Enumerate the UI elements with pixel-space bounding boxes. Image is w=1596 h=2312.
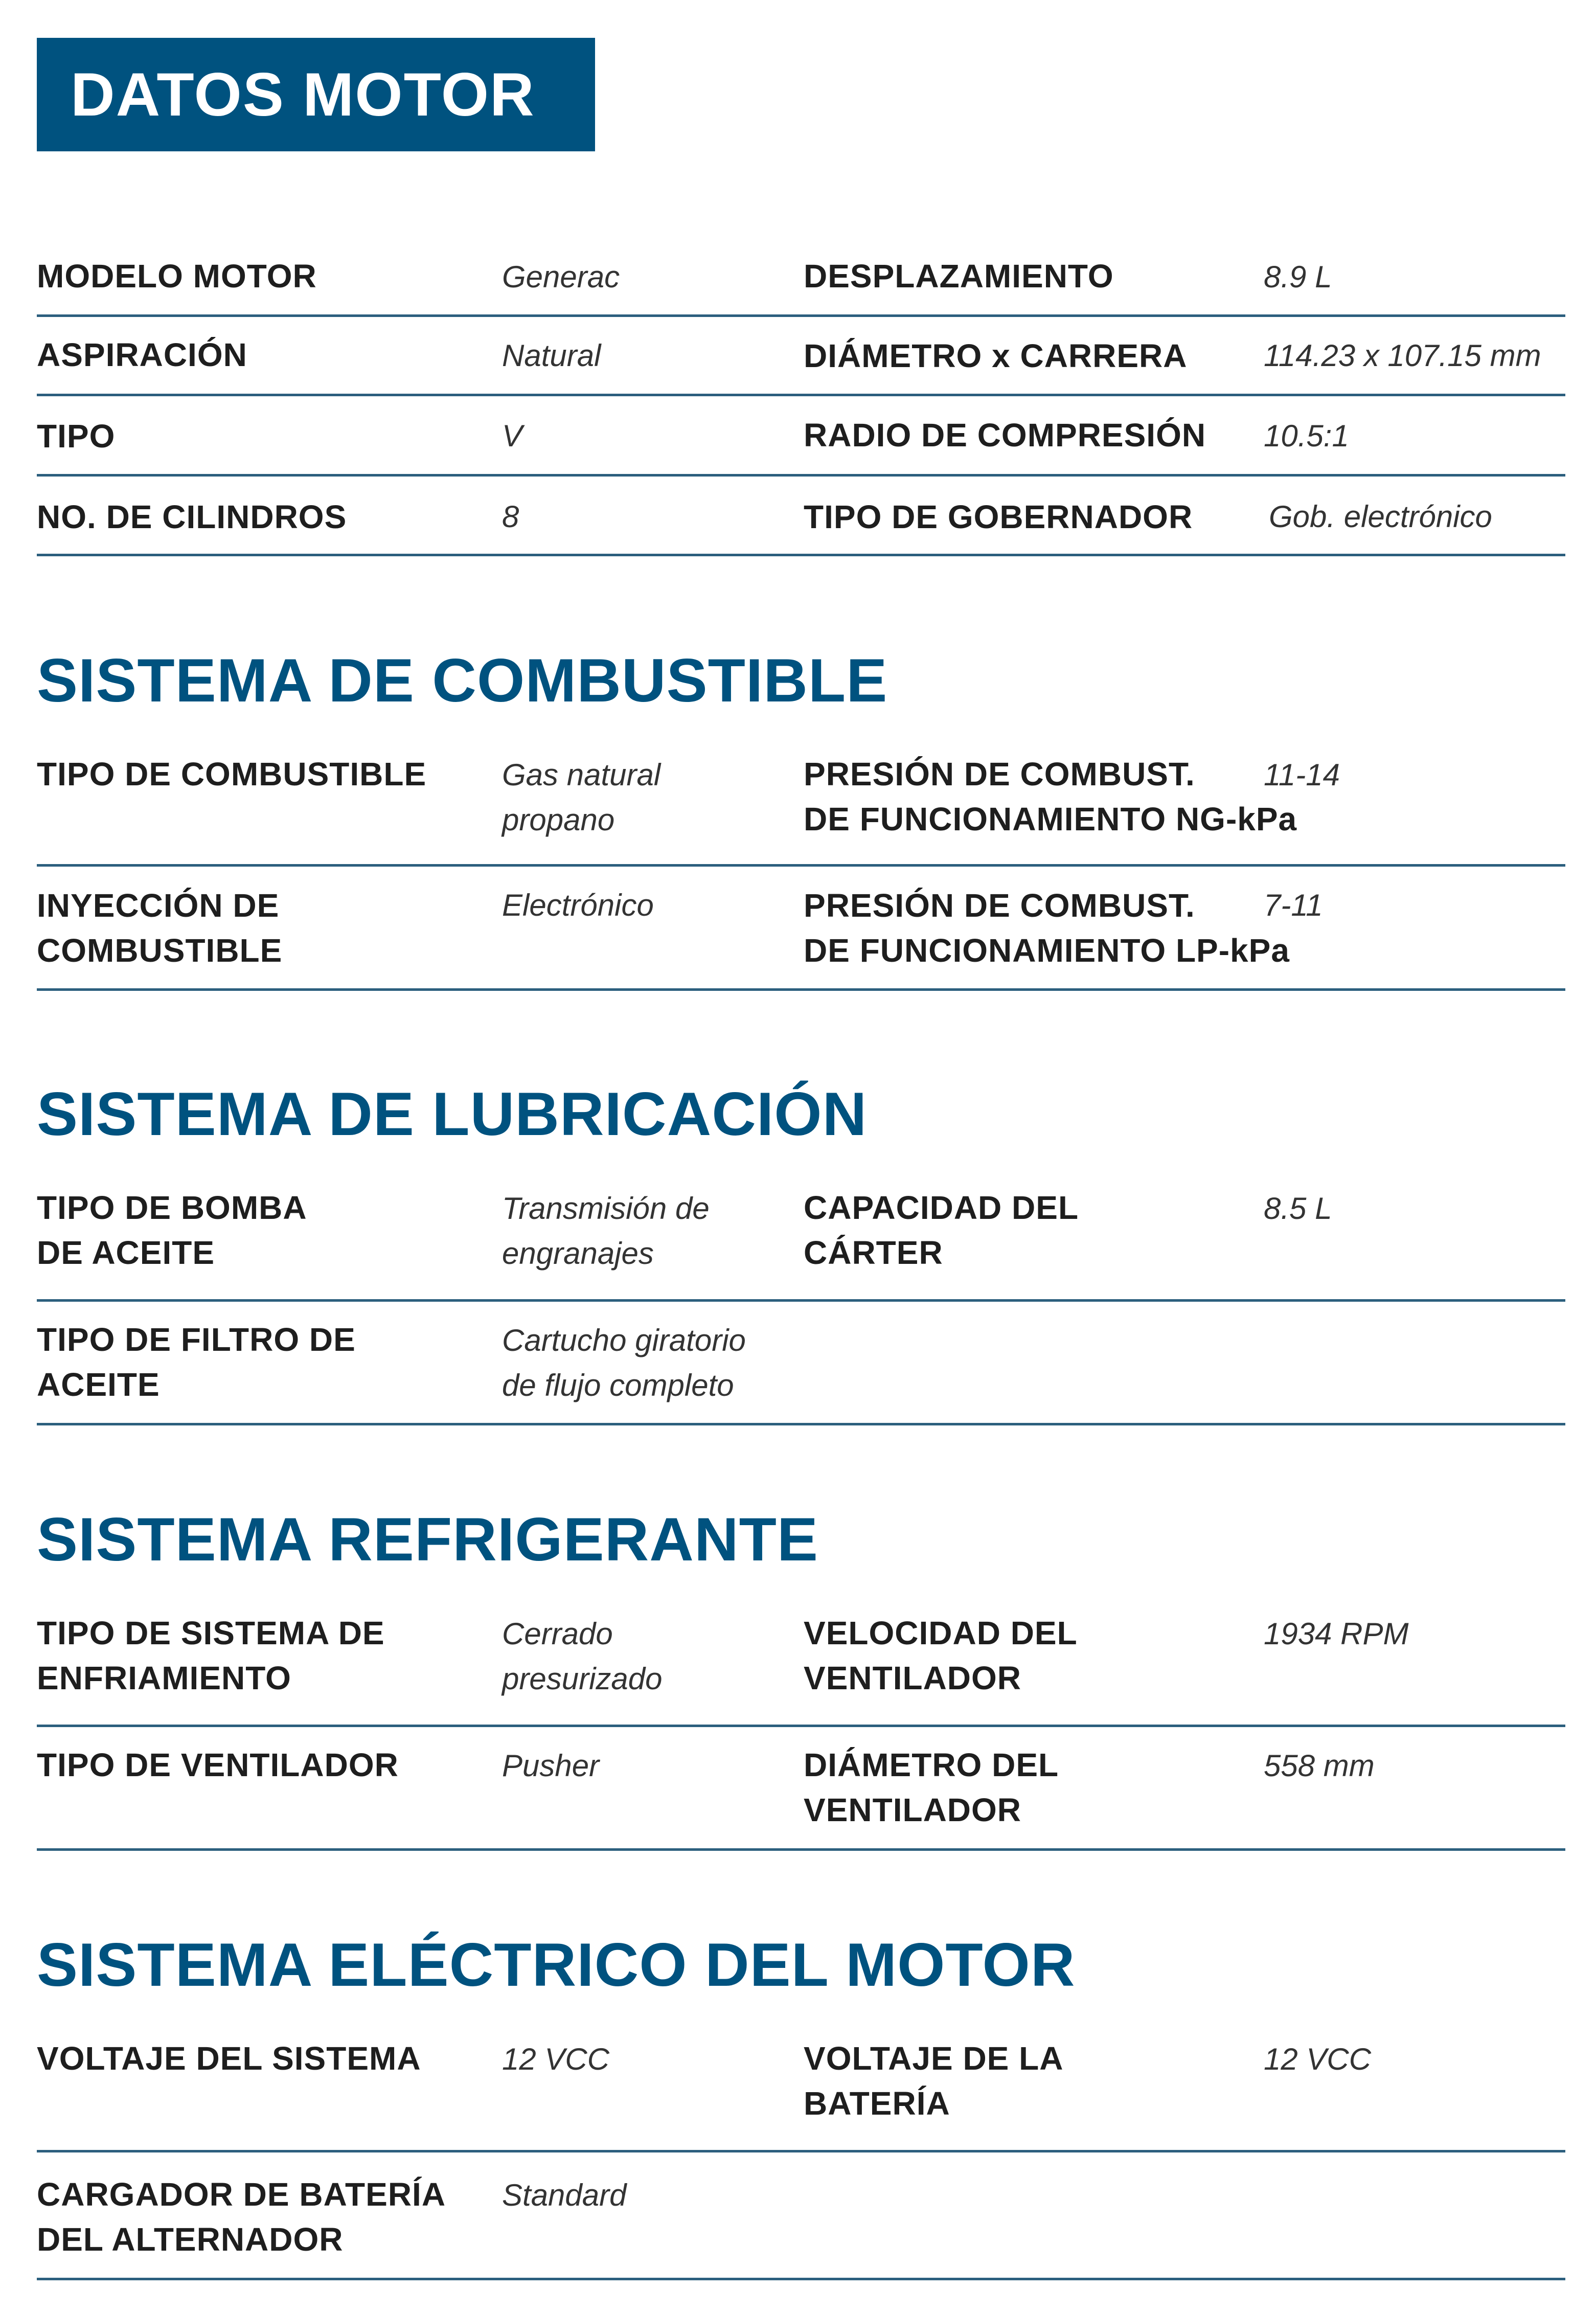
spec-value: Electrónico (502, 888, 654, 922)
spec-label: PRESIÓN DE COMBUST. DE FUNCIONAMIENTO LP-kPa (804, 887, 1290, 969)
spec-label: TIPO DE FILTRO DE ACEITE (37, 1321, 356, 1403)
spec-label: DIÁMETRO DEL VENTILADOR (804, 1747, 1059, 1828)
spec-value: Gas natural propano (502, 758, 661, 837)
spec-value: 10.5:1 (1264, 419, 1349, 453)
table-row (37, 244, 1565, 317)
spec-value: 558 mm (1264, 1749, 1375, 1783)
spec-label: DIÁMETRO x CARRERA (804, 337, 1188, 374)
spec-value: 114.23 x 107.15 mm (1264, 338, 1541, 373)
table-row (37, 2152, 1565, 2280)
spec-label: VOLTAJE DE LA BATERÍA (804, 2040, 1064, 2122)
table-row (37, 1302, 1565, 1425)
spec-value: Pusher (502, 1749, 600, 1783)
spec-label: CAPACIDAD DEL CÁRTER (804, 1189, 1079, 1271)
section-title-combustible: SISTEMA DE COMBUSTIBLE (37, 646, 888, 715)
spec-value: 8.9 L (1264, 260, 1332, 294)
table-row (37, 752, 1565, 867)
table-row (37, 477, 1565, 556)
spec-value: Cartucho giratorio de flujo completo (502, 1323, 746, 1402)
table-row (37, 1727, 1565, 1851)
spec-value: V (502, 419, 523, 453)
spec-label: CARGADOR DE BATERÍA DEL ALTERNADOR (37, 2176, 446, 2258)
spec-value: Gob. electrónico (1269, 500, 1492, 534)
section-title-refrigerante: SISTEMA REFRIGERANTE (37, 1505, 818, 1574)
spec-value: 12 VCC (502, 2042, 610, 2076)
table-row (37, 317, 1565, 396)
spec-value: Transmisión de engranajes (502, 1191, 710, 1271)
spec-value: Natural (502, 338, 601, 373)
page-title: DATOS MOTOR (71, 60, 535, 129)
spec-value: 8.5 L (1264, 1191, 1332, 1226)
spec-label: PRESIÓN DE COMBUST. DE FUNCIONAMIENTO NG-kPa (804, 756, 1297, 837)
spec-value: Cerrado presurizado (502, 1617, 663, 1696)
spec-label: INYECCIÓN DE COMBUSTIBLE (37, 887, 283, 969)
spec-value: Generac (502, 260, 620, 294)
section-title-electrico: SISTEMA ELÉCTRICO DEL MOTOR (37, 1931, 1076, 1999)
spec-label: TIPO DE VENTILADOR (37, 1747, 399, 1783)
spec-label: DESPLAZAMIENTO (804, 258, 1114, 294)
spec-label: RADIO DE COMPRESIÓN (804, 417, 1206, 454)
spec-label: ASPIRACIÓN (37, 336, 247, 373)
spec-value: 7-11 (1264, 888, 1323, 922)
spec-label: VELOCIDAD DEL VENTILADOR (804, 1615, 1078, 1696)
spec-label: TIPO DE SISTEMA DE ENFRIAMIENTO (37, 1615, 385, 1696)
spec-value: 1934 RPM (1264, 1617, 1409, 1651)
spec-value: 12 VCC (1264, 2042, 1372, 2076)
spec-value: 8 (502, 500, 519, 534)
spec-value: Standard (502, 2178, 627, 2212)
spec-label: TIPO (37, 418, 116, 455)
spec-label: VOLTAJE DEL SISTEMA (37, 2040, 421, 2077)
spec-label: NO. DE CILINDROS (37, 498, 347, 535)
table-row (37, 1611, 1565, 1727)
header-title-box (37, 38, 595, 151)
section-title-lubricacion: SISTEMA DE LUBRICACIÓN (37, 1080, 868, 1148)
spec-label: TIPO DE COMBUSTIBLE (37, 756, 427, 792)
table-row (37, 1185, 1565, 1302)
spec-value: 11-14 (1264, 758, 1340, 792)
spec-label: MODELO MOTOR (37, 258, 317, 294)
table-row (37, 396, 1565, 477)
spec-label: TIPO DE BOMBA DE ACEITE (37, 1189, 307, 1271)
table-row (37, 867, 1565, 991)
table-row (37, 2036, 1565, 2152)
spec-label: TIPO DE GOBERNADOR (804, 498, 1193, 535)
